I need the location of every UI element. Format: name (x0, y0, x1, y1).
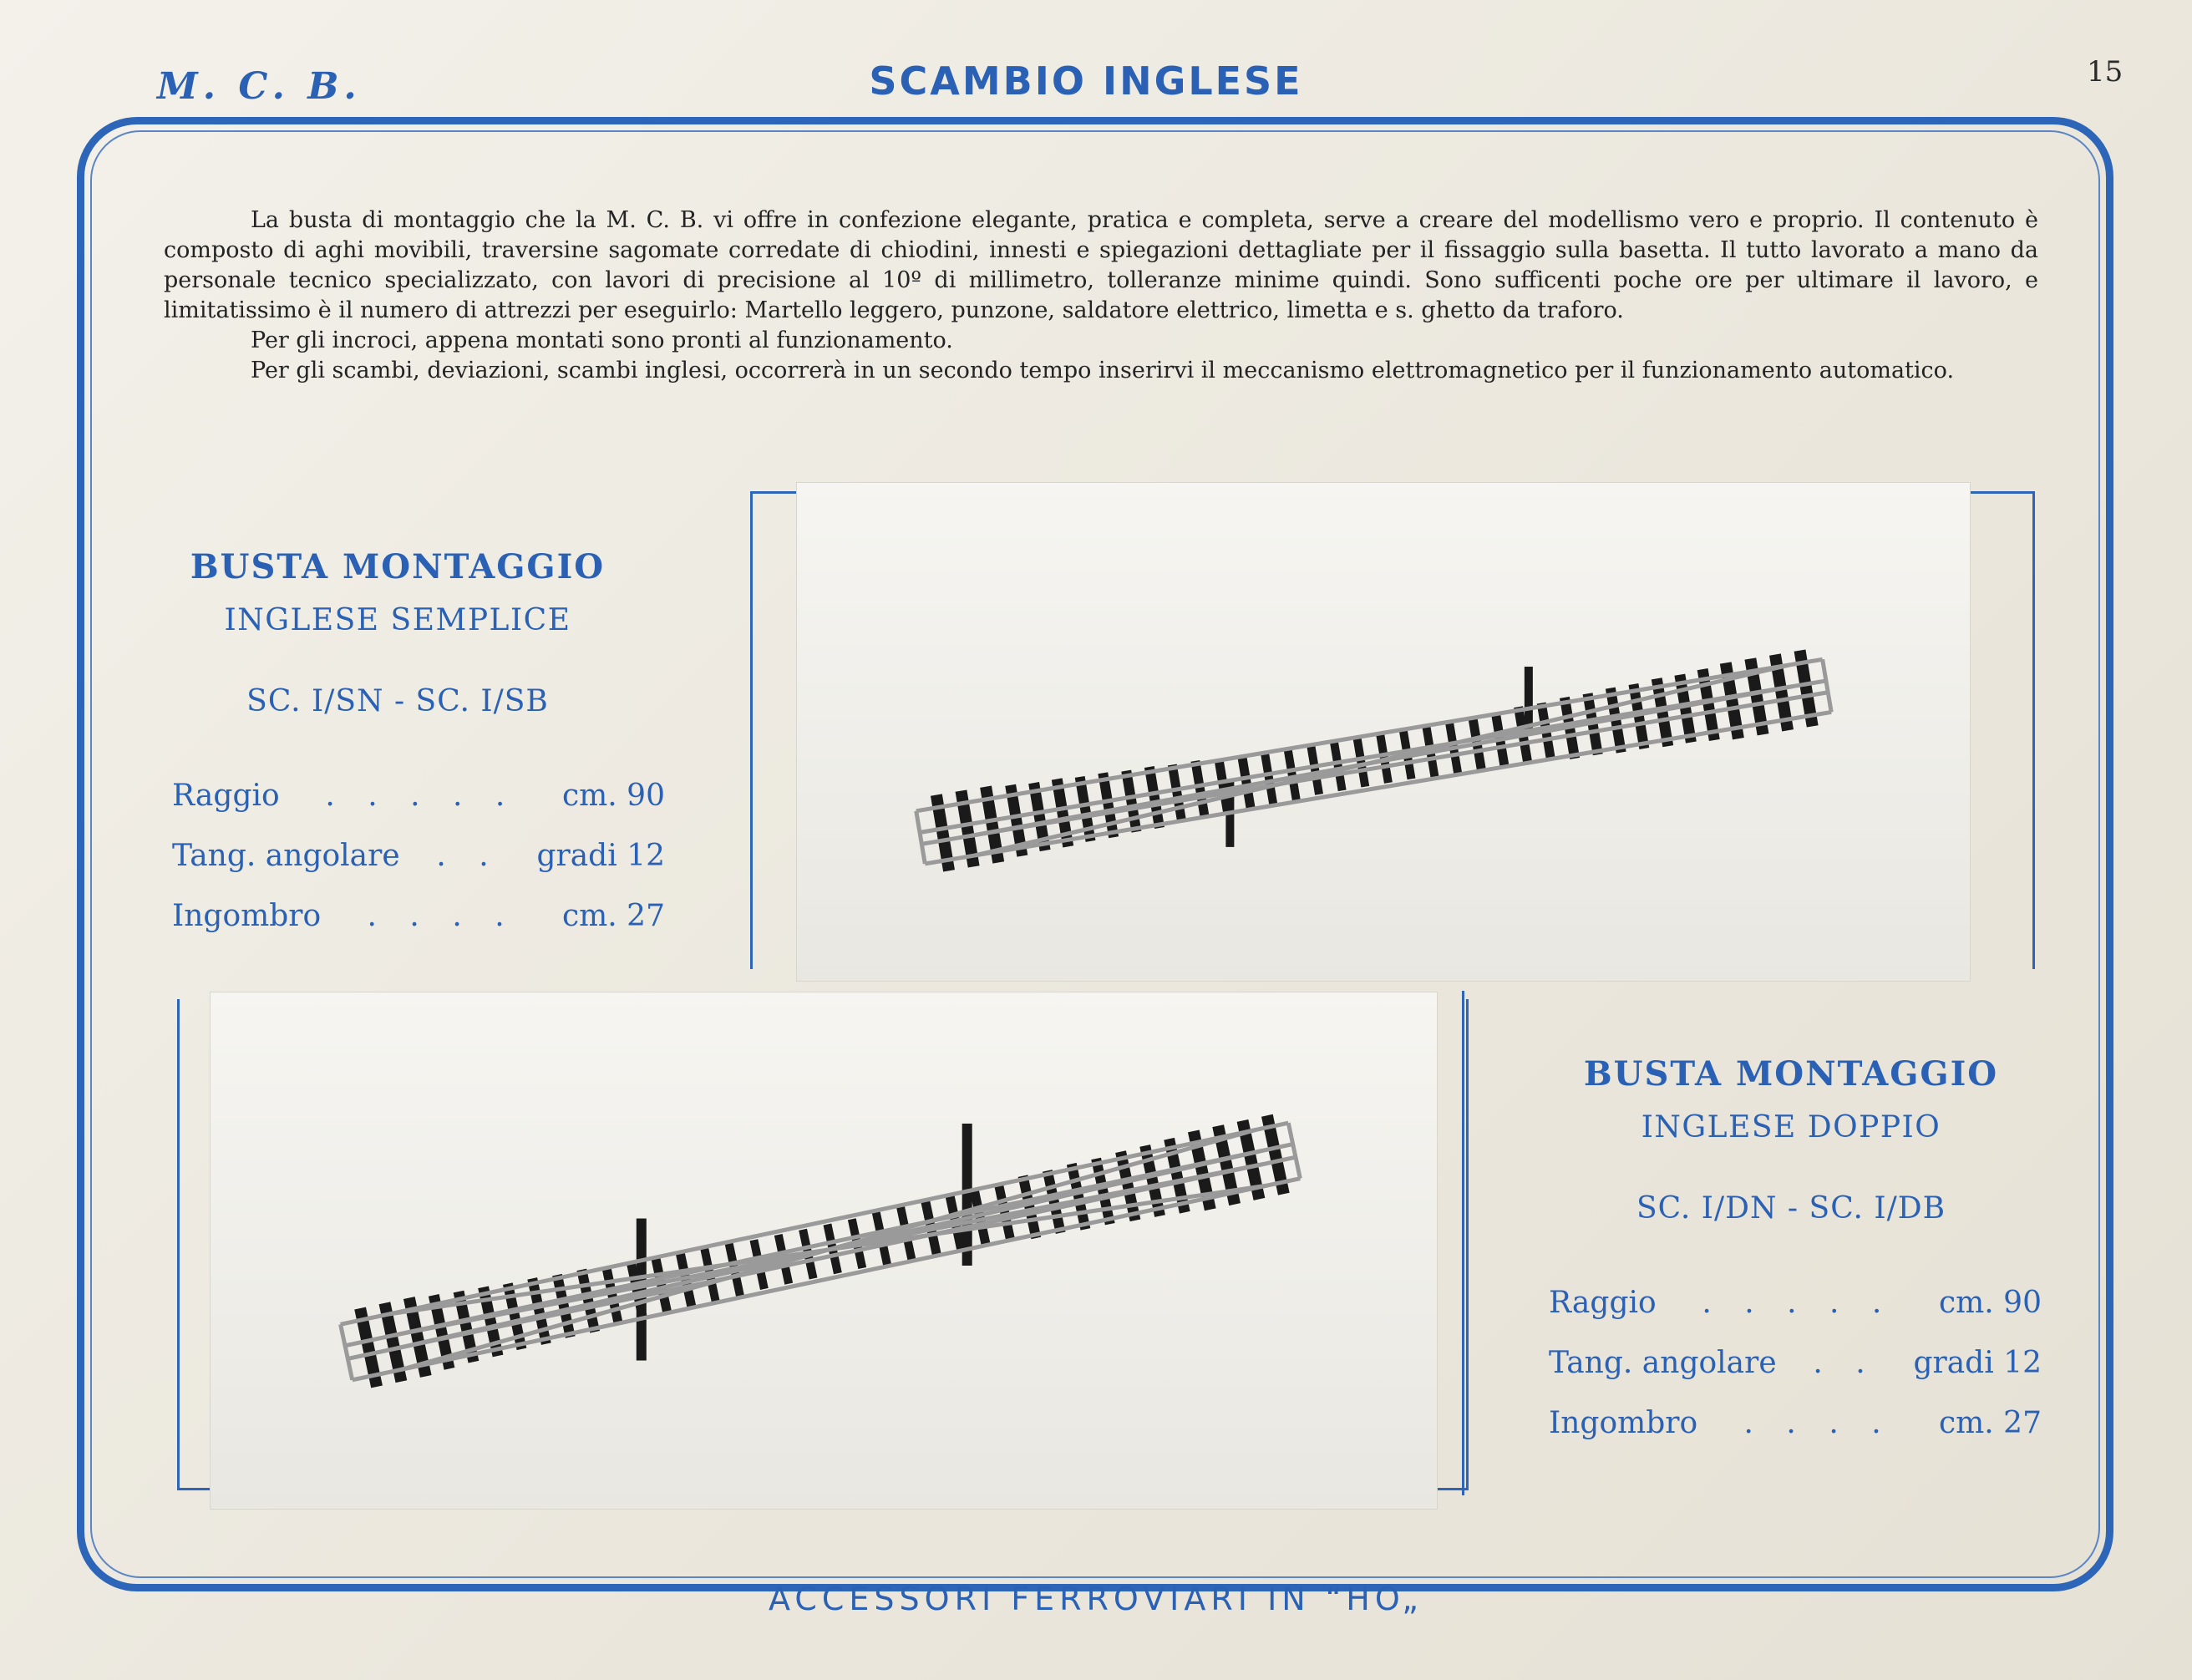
spec-value: gradi 12 (1913, 1345, 2042, 1380)
single-slip-track-image (797, 483, 1970, 981)
track-rails (916, 659, 1831, 864)
photo-double-slip (211, 992, 1437, 1509)
brand-logo: M. C. B. (157, 65, 362, 108)
spec-row-tangente (172, 825, 665, 886)
spec-single-slip (172, 547, 665, 946)
double-slip-track-image (211, 992, 1437, 1509)
spec-value: cm. 27 (562, 898, 665, 933)
spec-value: gradi 12 (536, 838, 665, 873)
page-title: SCAMBIO INGLESE (869, 58, 1303, 104)
page-footer: ACCESSORI FERROVIARI IN “HO„ (769, 1581, 1423, 1617)
spec-box-double (1462, 991, 1464, 1495)
spec-dots: . . (436, 838, 500, 873)
spec-row-raggio (172, 765, 665, 825)
page-number: 15 (2087, 55, 2124, 89)
spec-dots: . . . . (1743, 1405, 1893, 1440)
spec-label: Ingombro (172, 898, 322, 933)
intro-paragraph-2: Per gli incroci, appena montati sono pronti al funzionamento. (251, 327, 953, 353)
spec-value: cm. 90 (1939, 1285, 2042, 1320)
spec-codes: SC. I/SN - SC. I/SB (246, 684, 549, 718)
spec-label: Tang. angolare (172, 838, 400, 873)
intro-paragraph-3: Per gli scambi, deviazioni, scambi inglesi, occorrerà in un secondo tempo inserirvi il meccanismo elettromagnetico per il funzionamento automatico. (251, 358, 1955, 383)
spec-label: Raggio (172, 778, 280, 813)
spec-value: cm. 27 (1939, 1405, 2042, 1440)
spec-dots: . . . . . (1702, 1285, 1894, 1320)
spec-title: BUSTA MONTAGGIO (190, 547, 606, 586)
intro-text (164, 206, 2038, 386)
spec-value: cm. 90 (562, 778, 665, 813)
spec-label: Raggio (1549, 1285, 1657, 1320)
spec-row-ingombro (1549, 1393, 2042, 1453)
spec-dots: . . . . . (325, 778, 517, 813)
spec-double-slip (1549, 1054, 2042, 1453)
spec-row-raggio (1549, 1272, 2042, 1332)
spec-subtitle: INGLESE SEMPLICE (224, 603, 571, 637)
photo-single-slip (797, 483, 1970, 981)
spec-label: Tang. angolare (1549, 1345, 1777, 1380)
spec-row-ingombro (172, 886, 665, 946)
spec-row-tangente (1549, 1332, 2042, 1393)
spec-dots: . . (1813, 1345, 1877, 1380)
intro-paragraph-1: La busta di montaggio che la M. C. B. vi offre in confezione elegante, pratica e completa, serve a creare del modellismo vero e proprio. Il contenuto è composto di aghi movibili, traversine sagomate corredate di chiodini, innesti e spiegazioni dettagliate per il fissaggio sulla basetta. Il tutto lavorato a mano da personale tecnico specializzato, con lavori di precisione al 10º di millimetro, tolleranze minime quindi. Sono sufficenti poche ore per ultimare il lavoro, e limitatissimo è il numero di attrezzi per eseguirlo: Martello leggero, punzone, saldatore elettrico, limetta e s. ghetto da traforo. (164, 207, 2038, 323)
track-sleepers (342, 1060, 1296, 1418)
spec-dots: . . . . (367, 898, 516, 933)
spec-title: BUSTA MONTAGGIO (1583, 1054, 1999, 1094)
spec-subtitle: INGLESE DOPPIO (1641, 1110, 1941, 1145)
spec-label: Ingombro (1549, 1405, 1698, 1440)
spec-codes: SC. I/DN - SC. I/DB (1636, 1191, 1946, 1226)
track-rails (341, 1123, 1301, 1380)
